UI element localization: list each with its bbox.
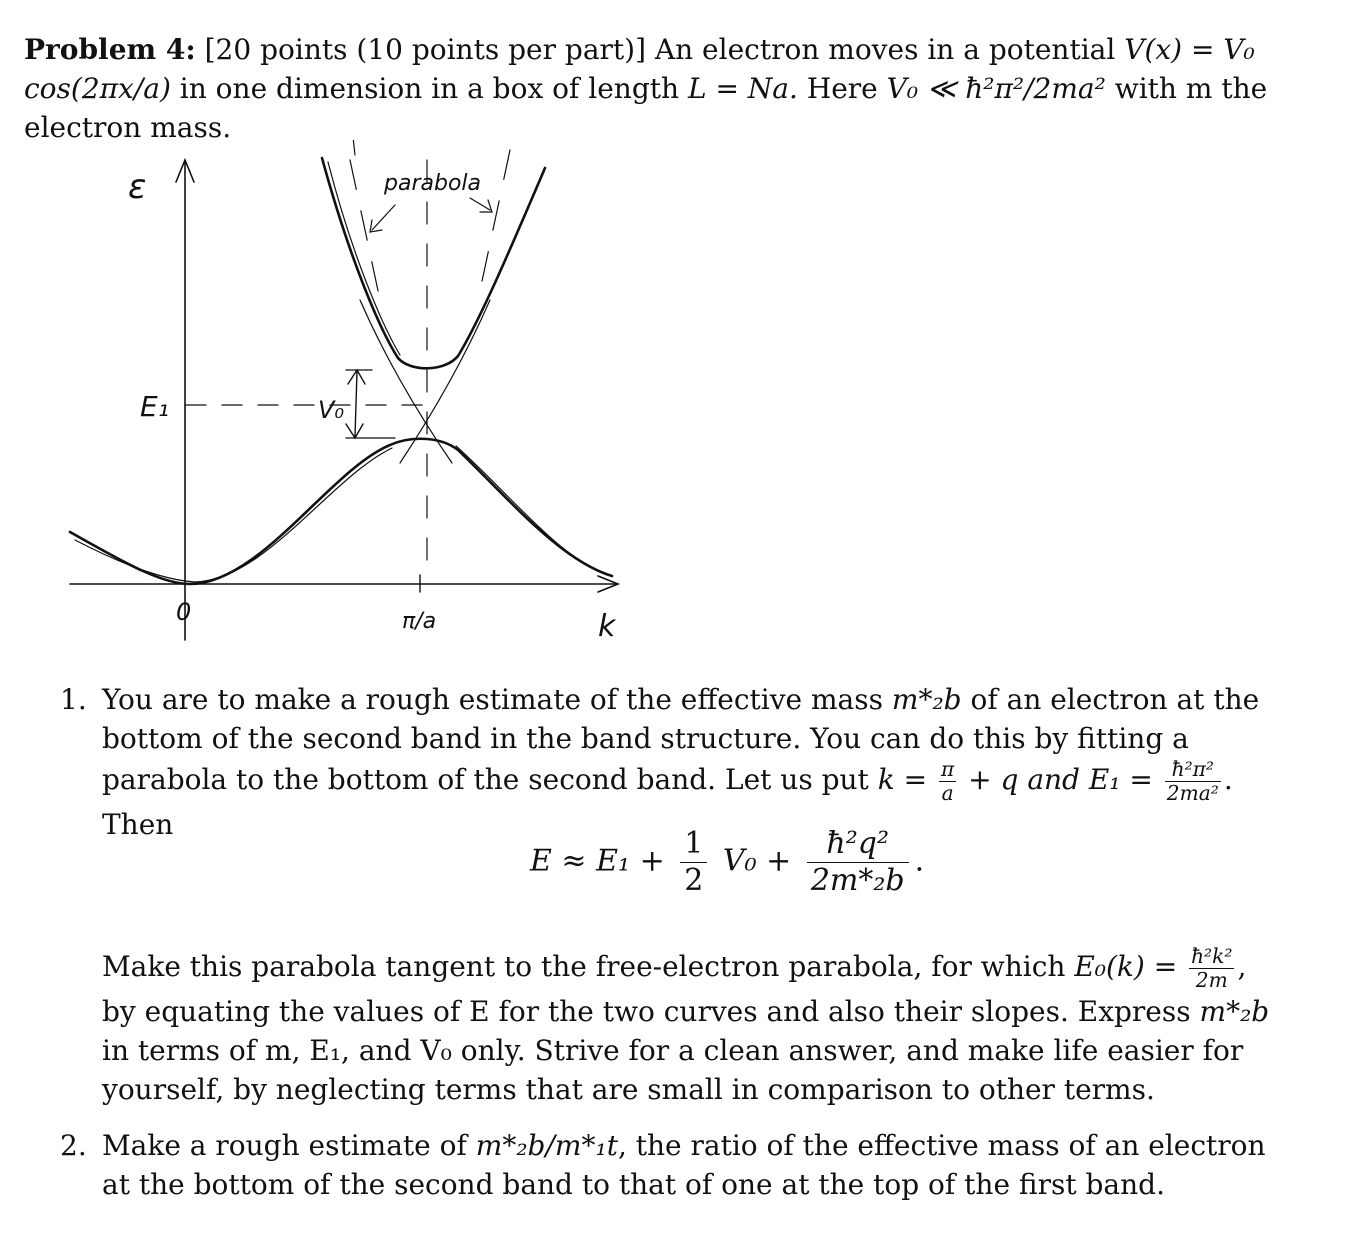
problem-statement [24, 30, 1274, 147]
part-1-continued [60, 945, 1275, 1109]
with-m: with m [1114, 72, 1213, 105]
half-fraction [680, 826, 707, 899]
part-1-text-b: of an electron at the bottom of the second band in the band structure. You can do this by fitting a parabola to the bottom of the second band. Let us put [102, 683, 1260, 797]
part-1-text-d: , by equating the values of E for the two curves and also their slopes. Express [102, 950, 1247, 1029]
problem-label: Problem 4: [24, 33, 196, 66]
plus-q: + q [968, 763, 1019, 797]
half-denominator: 2 [684, 863, 704, 898]
part-1-text-c: Make this parabola tangent to the free-electron parabola, for which [102, 950, 1066, 984]
half-numerator: 1 [680, 826, 707, 863]
e0-definition: E₀(k) = [1074, 950, 1178, 984]
parabola-guide-left [353, 140, 355, 155]
band-structure-sketch [0, 140, 700, 650]
kinetic-fraction [807, 826, 909, 899]
e0-numerator: ħ²k² [1191, 944, 1233, 968]
e1-definition: and E₁ = [1027, 763, 1153, 797]
pi-over-a-sketch-label: π/a [402, 609, 437, 634]
here-word: Here [806, 72, 878, 105]
origin-sketch-label: 0 [176, 598, 192, 626]
weak-potential-condition: V₀ ≪ ħ²π²/2ma² [886, 72, 1106, 105]
first-band-curve [70, 439, 612, 584]
e0-fraction [1189, 945, 1234, 992]
part-1-text-a: You are to make a rough estimate of the effective mass [102, 683, 883, 716]
a-denominator: a [941, 781, 954, 806]
e0-denominator: 2m [1195, 968, 1228, 993]
first-band-sketch-line-right [456, 446, 600, 572]
part-1 [60, 680, 1275, 844]
potential-expression: V(x) = V₀ cos(2πx/a) [24, 33, 1255, 105]
effective-mass-symbol: m*₂b [891, 683, 962, 716]
parabola-equation [530, 826, 924, 899]
part-2-text-b: , the ratio of the effective mass of an electron at the bottom of the second band to that of one at the top of the first band. [102, 1129, 1266, 1201]
e1-numerator: ħ²π² [1165, 758, 1221, 782]
kinetic-numerator: ħ²q² [807, 826, 909, 863]
pi-numerator: π [940, 757, 955, 781]
gap-arrow-line [355, 372, 357, 436]
effective-mass-symbol-2: m*₂b [1199, 995, 1270, 1029]
kinetic-denominator: 2m*₂b [810, 863, 905, 898]
parabola-pointer-right [470, 198, 490, 210]
part-2-text-a: Make a rough estimate of [102, 1129, 467, 1162]
then-word: . Then [102, 763, 1233, 842]
fitted-parabola-right-dashed [478, 150, 510, 300]
problem-line1: An electron moves in a potential [654, 33, 1116, 66]
problem-line3: the electron mass. [24, 72, 1268, 144]
problem-points: [20 points (10 points per part)] [204, 33, 646, 66]
k-definition: k = [877, 763, 928, 797]
pi-over-a-fraction [939, 758, 956, 805]
e1-sketch-label: E₁ [140, 390, 169, 423]
equation-mid: V₀ + [722, 843, 792, 879]
box-length: L = Na. [687, 72, 798, 105]
part-1-text-e: in terms of m, E₁, and V₀ only. Strive for a clean answer, and make life easier for yourself, by neglecting terms that are small in comparison to other terms. [102, 1034, 1244, 1107]
energy-axis-label: ε [128, 167, 147, 207]
parabola-sketch-label: parabola [384, 171, 481, 196]
e1-fraction [1165, 758, 1221, 805]
part-2 [60, 1126, 1275, 1204]
part-1-number: 1. [60, 683, 87, 716]
equation-end: . [914, 843, 925, 879]
mass-ratio: m*₂b/m*₁t [475, 1129, 618, 1162]
first-band-sketch-line [75, 448, 392, 582]
equation-lhs: E ≈ E₁ + [530, 843, 665, 879]
parabola-pointer-left [372, 205, 395, 230]
v0-sketch-label: V₀ [318, 396, 345, 424]
part-2-number: 2. [60, 1129, 87, 1162]
e1-denominator: 2ma² [1166, 781, 1219, 806]
k-axis-sketch-label: k [598, 609, 616, 644]
problem-line2: in one dimension in a box of length [179, 72, 680, 105]
